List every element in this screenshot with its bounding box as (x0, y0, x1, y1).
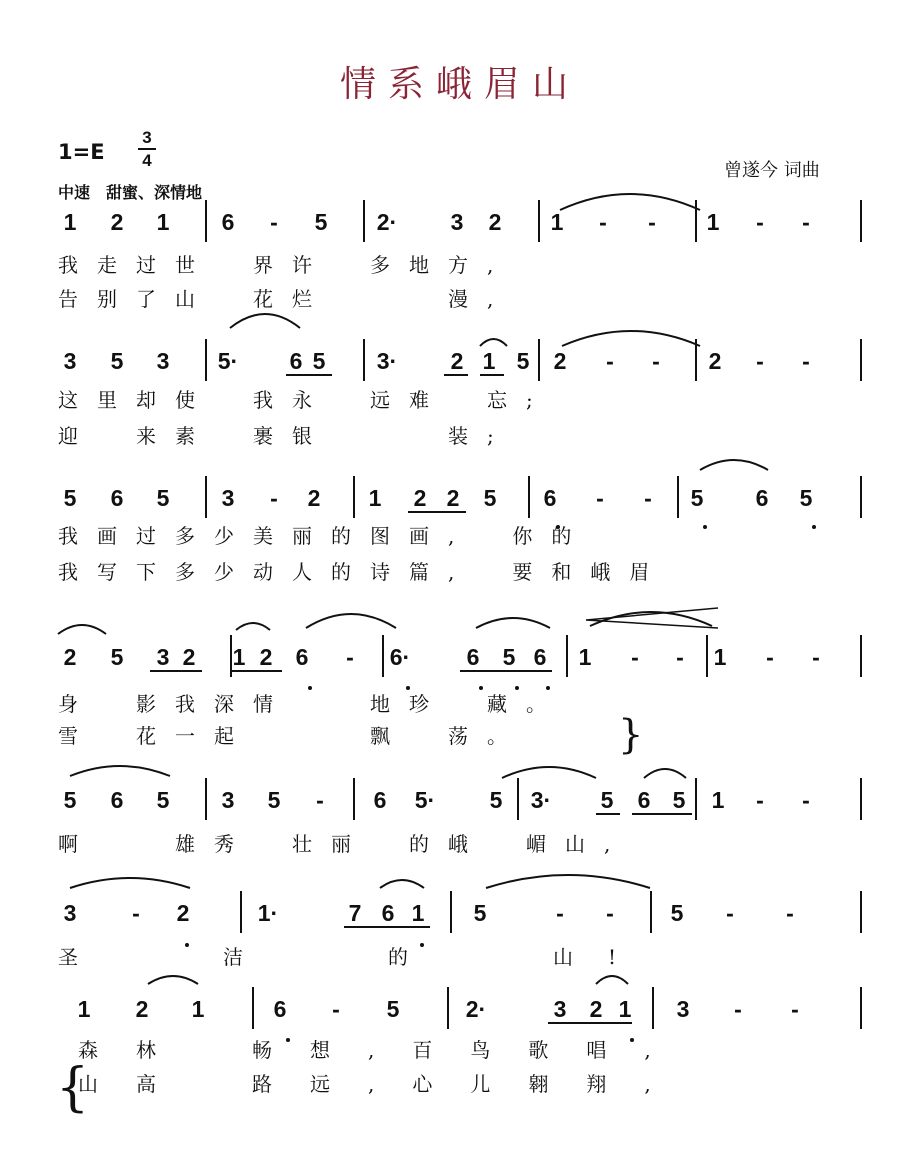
octave-dot-s4-3 (479, 686, 483, 690)
note-s6-2: - (132, 900, 140, 926)
slur-s7-1 (148, 976, 198, 984)
note-s5-4: 3 (221, 787, 235, 813)
barline-s3-4 (677, 476, 679, 518)
lyric-s7-verse1: 森林 畅想,百鸟歌唱, (78, 1038, 689, 1062)
barline-s7-4 (860, 987, 862, 1029)
note-s2-15: - (756, 348, 764, 374)
barline-s6-1 (240, 891, 242, 933)
note-s4-10: 6 (466, 644, 480, 670)
note-s3-10: 5 (483, 485, 497, 511)
octave-dot-s3-3 (812, 525, 816, 529)
note-s1-10: 1 (550, 209, 564, 235)
note-s6-4: 1· (257, 900, 279, 926)
note-s6-7: 1 (411, 900, 425, 926)
note-s5-7: 6 (373, 787, 387, 813)
note-s2-12: - (606, 348, 614, 374)
note-s1-15: - (802, 209, 810, 235)
note-s3-9: 2 (446, 485, 460, 511)
underline-s2-2 (444, 374, 468, 376)
barline-s5-4 (695, 778, 697, 820)
slur-s4-3 (306, 614, 396, 628)
key-signature: 1=E (58, 140, 105, 164)
note-s7-6: 5 (386, 996, 400, 1022)
note-s1-2: 2 (110, 209, 124, 235)
note-s1-13: 1 (706, 209, 720, 235)
barline-s4-4 (706, 635, 708, 677)
note-s5-15: - (756, 787, 764, 813)
barline-s1-3 (538, 200, 540, 242)
barline-s2-3 (538, 339, 540, 381)
barline-s1-4 (695, 200, 697, 242)
note-s2-8: 2 (450, 348, 464, 374)
note-s4-3: 3 (156, 644, 170, 670)
note-s1-3: 1 (156, 209, 170, 235)
slur-s5-1 (70, 766, 170, 776)
underline-s4-2 (230, 670, 282, 672)
note-s2-9: 1 (482, 348, 496, 374)
barline-s1-5 (860, 200, 862, 242)
note-s2-14: 2 (708, 348, 722, 374)
slur-s4-2 (236, 623, 270, 630)
note-s1-7: 2· (376, 209, 398, 235)
note-s1-11: - (599, 209, 607, 235)
note-s4-12: 6 (533, 644, 547, 670)
underline-s2-1 (286, 374, 332, 376)
time-signature-bottom: 4 (142, 151, 152, 170)
note-s7-4: 6 (273, 996, 287, 1022)
slur-s6-1 (70, 878, 190, 888)
octave-dot-s4-1 (308, 686, 312, 690)
note-s1-14: - (756, 209, 764, 235)
slur-s5-3 (644, 769, 686, 778)
note-s4-5: 1 (232, 644, 246, 670)
lyric-s5-verse1: 啊 雄秀 壮丽 的峨 嵋山, (58, 832, 630, 856)
note-s7-7: 2· (465, 996, 487, 1022)
lyric-s4-verse2: 雪 花一起 飘 荡。 (58, 724, 526, 748)
note-s1-12: - (648, 209, 656, 235)
note-s1-9: 2 (488, 209, 502, 235)
lyric-s1-verse2: 告别了山 花烂 漫, (58, 287, 513, 311)
lyric-s3-verse1: 我画过多少美丽的图画, 你的 (58, 524, 591, 548)
note-s4-4: 2 (182, 644, 196, 670)
octave-dot-s4-2 (406, 686, 410, 690)
lyric-s2-verse2: 迎 来素 裹银 装; (58, 424, 513, 448)
underline-s5-2 (632, 813, 692, 815)
barline-s5-5 (860, 778, 862, 820)
barline-s4-2 (382, 635, 384, 677)
slur-s2-2 (480, 339, 507, 346)
note-s7-10: 1 (618, 996, 632, 1022)
note-s4-13: 1 (578, 644, 592, 670)
slur-s6-2 (380, 880, 424, 888)
slur-s2-1 (230, 314, 300, 328)
note-s5-3: 5 (156, 787, 170, 813)
slur-s7-2 (596, 976, 628, 984)
barline-s4-5 (860, 635, 862, 677)
barline-s5-2 (353, 778, 355, 820)
author-credit: 曾遂今 词曲 (724, 160, 820, 181)
note-s7-11: 3 (676, 996, 690, 1022)
lyric-s2-verse1: 这里却使 我永 远难 忘; (58, 388, 552, 412)
underline-s4-3 (460, 670, 552, 672)
barline-s5-3 (517, 778, 519, 820)
note-s2-6: 5 (312, 348, 326, 374)
note-s6-1: 3 (63, 900, 77, 926)
note-s3-8: 2 (413, 485, 427, 511)
note-s7-3: 1 (191, 996, 205, 1022)
barline-s6-2 (450, 891, 452, 933)
note-s6-13: - (786, 900, 794, 926)
verse-brace-bottom: { (56, 1058, 90, 1118)
note-s5-13: 5 (672, 787, 686, 813)
note-s5-9: 5 (489, 787, 503, 813)
note-s5-6: - (316, 787, 324, 813)
note-s2-3: 3 (156, 348, 170, 374)
note-s5-12: 6 (637, 787, 651, 813)
note-s2-7: 3· (376, 348, 398, 374)
note-s6-12: - (726, 900, 734, 926)
underline-s6-1 (344, 926, 430, 928)
lyric-s1-verse1: 我走过世 界许 多地方, (58, 253, 513, 277)
verse-brace: } (618, 712, 644, 758)
note-s3-6: 2 (307, 485, 321, 511)
note-s2-16: - (802, 348, 810, 374)
note-s3-5: - (270, 485, 278, 511)
lyric-s3-verse2: 我写下多少动人的诗篇, 要和峨眉 (58, 560, 669, 584)
time-signature-top: 3 (142, 128, 152, 147)
note-s3-13: - (644, 485, 652, 511)
note-s5-11: 5 (600, 787, 614, 813)
underline-s5-1 (596, 813, 620, 815)
note-s2-5: 6 (289, 348, 303, 374)
barline-s1-1 (205, 200, 207, 242)
note-s2-13: - (652, 348, 660, 374)
note-s3-11: 6 (543, 485, 557, 511)
note-s5-5: 5 (267, 787, 281, 813)
note-s4-16: 1 (713, 644, 727, 670)
slur-s5-2 (502, 767, 596, 778)
note-s7-2: 2 (135, 996, 149, 1022)
note-s3-16: 5 (799, 485, 813, 511)
note-s2-10: 5 (516, 348, 530, 374)
note-s4-2: 5 (110, 644, 124, 670)
note-s7-5: - (332, 996, 340, 1022)
note-s7-1: 1 (77, 996, 91, 1022)
slur-s4-4 (476, 618, 550, 628)
note-s6-11: 5 (670, 900, 684, 926)
note-s2-11: 2 (553, 348, 567, 374)
note-s1-1: 1 (63, 209, 77, 235)
note-s5-2: 6 (110, 787, 124, 813)
note-s3-4: 3 (221, 485, 235, 511)
note-s3-7: 1 (368, 485, 382, 511)
note-s4-17: - (766, 644, 774, 670)
note-s3-14: 5 (690, 485, 704, 511)
lyric-s7-verse2: 山高 路远,心儿翱翔, (78, 1072, 689, 1096)
note-s4-1: 2 (63, 644, 77, 670)
barline-s3-3 (528, 476, 530, 518)
slur-s2-3 (562, 331, 700, 346)
octave-dot-s3-2 (703, 525, 707, 529)
barline-s3-5 (860, 476, 862, 518)
song-title: 情系峨眉山 (339, 64, 580, 105)
note-s4-18: - (812, 644, 820, 670)
note-s4-8: - (346, 644, 354, 670)
barline-s7-1 (252, 987, 254, 1029)
slur-s6-3 (486, 875, 650, 888)
note-s2-2: 5 (110, 348, 124, 374)
note-s7-9: 2 (589, 996, 603, 1022)
underline-s4-1 (150, 670, 202, 672)
lyric-s6-verse1: 圣 洁 的 山! (58, 945, 652, 969)
note-s6-10: - (606, 900, 614, 926)
barline-s2-1 (205, 339, 207, 381)
note-s4-14: - (631, 644, 639, 670)
note-s4-9: 6· (389, 644, 411, 670)
note-s1-8: 3 (450, 209, 464, 235)
note-s4-11: 5 (502, 644, 516, 670)
note-s3-3: 5 (156, 485, 170, 511)
octave-dot-s4-4 (515, 686, 519, 690)
note-s3-15: 6 (755, 485, 769, 511)
tempo-marking: 中速 甜蜜、深情地 (58, 183, 203, 202)
slur-s3-1 (700, 460, 768, 470)
barline-s1-2 (363, 200, 365, 242)
note-s3-12: - (596, 485, 604, 511)
barline-s3-2 (353, 476, 355, 518)
note-s3-1: 5 (63, 485, 77, 511)
note-s5-1: 5 (63, 787, 77, 813)
underline-s7-1 (548, 1022, 632, 1024)
note-s5-8: 5· (414, 787, 436, 813)
note-s5-14: 1 (711, 787, 725, 813)
note-s1-5: - (270, 209, 278, 235)
octave-dot-s4-5 (546, 686, 550, 690)
note-s4-7: 6 (295, 644, 309, 670)
lyric-s4-verse1: 身 影我深情 地珍 藏。 (58, 692, 565, 716)
barline-s2-2 (363, 339, 365, 381)
barline-s7-3 (652, 987, 654, 1029)
slur-s1-1 (560, 194, 700, 210)
underline-s3-1 (408, 511, 466, 513)
note-s7-12: - (734, 996, 742, 1022)
note-s5-16: - (802, 787, 810, 813)
note-s6-8: 5 (473, 900, 487, 926)
note-s6-6: 6 (381, 900, 395, 926)
note-s6-5: 7 (348, 900, 362, 926)
barline-s5-1 (205, 778, 207, 820)
note-s4-6: 2 (259, 644, 273, 670)
barline-s7-2 (447, 987, 449, 1029)
barline-s2-5 (860, 339, 862, 381)
note-s6-3: 2 (176, 900, 190, 926)
note-s1-6: 5 (314, 209, 328, 235)
barline-s3-1 (205, 476, 207, 518)
note-s2-1: 3 (63, 348, 77, 374)
slur-s4-1 (58, 625, 106, 634)
barline-s2-4 (695, 339, 697, 381)
note-s2-4: 5· (217, 348, 239, 374)
note-s3-2: 6 (110, 485, 124, 511)
note-s7-8: 3 (553, 996, 567, 1022)
note-s1-4: 6 (221, 209, 235, 235)
underline-s2-3 (480, 374, 504, 376)
note-s6-9: - (556, 900, 564, 926)
barline-s6-4 (860, 891, 862, 933)
barline-s4-3 (566, 635, 568, 677)
note-s7-13: - (791, 996, 799, 1022)
note-s4-15: - (676, 644, 684, 670)
note-s5-10: 3· (530, 787, 552, 813)
barline-s6-3 (650, 891, 652, 933)
